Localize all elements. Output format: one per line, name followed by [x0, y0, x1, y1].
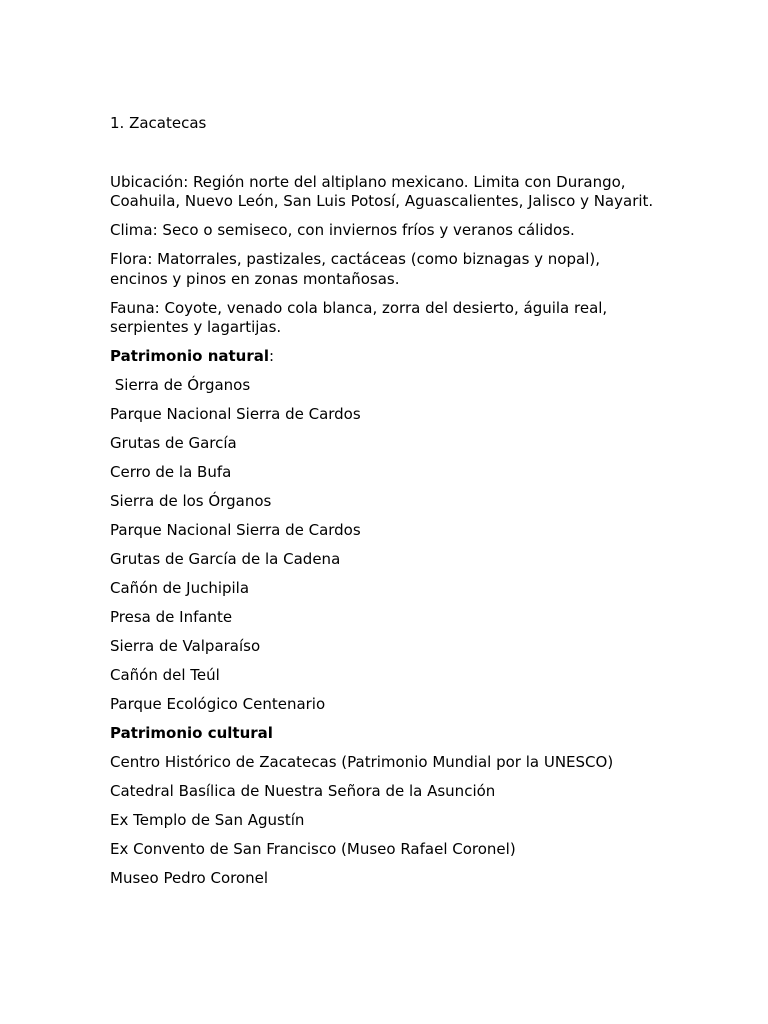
document-title: 1. Zacatecas: [110, 114, 207, 132]
document-body: [110, 114, 655, 898]
natural-item: Parque Ecológico Centenario: [110, 695, 326, 713]
cultural-item: Ex Templo de San Agustín: [110, 811, 305, 829]
natural-item: Sierra de los Órganos: [110, 492, 272, 510]
natural-heritage-heading-colon: :: [269, 347, 275, 365]
natural-item: Parque Nacional Sierra de Cardos: [110, 405, 361, 423]
cultural-item: Ex Convento de San Francisco (Museo Rafael Coronel): [110, 840, 516, 858]
natural-item: Sierra de Órganos: [110, 376, 251, 394]
cultural-item: Museo Pedro Coronel: [110, 869, 269, 887]
paragraph-ubicacion: Ubicación: Región norte del altiplano mexicano. Limita con Durango, Coahuila, Nuevo León, San Luis Potosí, Aguascalientes, Jalisco y Nayarit.: [110, 172, 654, 210]
cultural-heritage-heading: Patrimonio cultural: [110, 724, 273, 742]
cultural-item: Catedral Basílica de Nuestra Señora de la Asunción: [110, 782, 496, 800]
natural-item: Grutas de García de la Cadena: [110, 550, 341, 568]
natural-item: Parque Nacional Sierra de Cardos: [110, 521, 361, 539]
cultural-item: Centro Histórico de Zacatecas (Patrimonio Mundial por la UNESCO): [110, 753, 614, 771]
paragraph-flora: Flora: Matorrales, pastizales, cactáceas (como biznagas y nopal), encinos y pinos en zonas montañosas.: [110, 250, 600, 288]
natural-item: Cañón del Teúl: [110, 666, 220, 684]
natural-item: Cerro de la Bufa: [110, 463, 232, 481]
paragraph-fauna: Fauna: Coyote, venado cola blanca, zorra del desierto, águila real, serpientes y lagartijas.: [110, 298, 608, 336]
natural-heritage-heading: [110, 347, 655, 367]
natural-item: Sierra de Valparaíso: [110, 637, 261, 655]
natural-heritage-heading-text: Patrimonio natural: [110, 347, 270, 365]
natural-item: Grutas de García: [110, 434, 237, 452]
natural-item: Cañón de Juchipila: [110, 579, 250, 597]
natural-item: Presa de Infante: [110, 608, 233, 626]
paragraph-clima: Clima: Seco o semiseco, con inviernos fríos y veranos cálidos.: [110, 221, 575, 239]
